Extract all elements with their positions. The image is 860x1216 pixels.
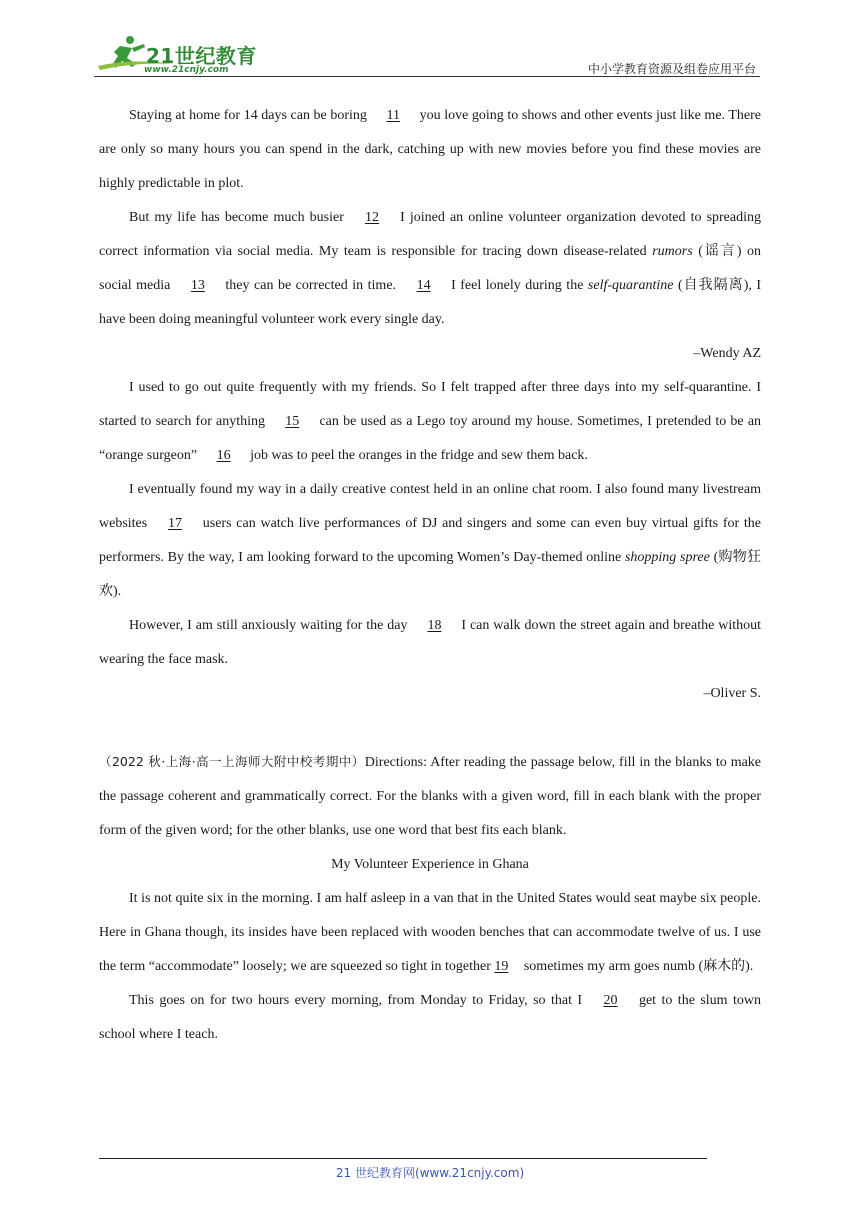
text: I joined an online volunteer organization devoted to spreading correct information via social media. My team is responsible for tracing down disease-related xyxy=(99,210,761,259)
blank-11: 11 xyxy=(386,108,401,123)
paragraph xyxy=(99,201,761,337)
blank-15: 15 xyxy=(285,414,300,429)
paragraph xyxy=(99,882,761,984)
text: I feel lonely during the xyxy=(451,278,584,293)
text: they can be corrected in time. xyxy=(225,278,397,293)
logo-url: www.21cnjy.com xyxy=(144,65,229,75)
blank-14: 14 xyxy=(416,278,431,293)
text: Directions: After reading the passage below, fill in the blanks to make the passage coherent and grammatically correct. For the blanks with a given word, fill in each blank with the proper form of the given word; for the other blanks, use one word that best fits each blank. xyxy=(99,755,762,838)
blank-12: 12 xyxy=(365,210,379,225)
passage-title: My Volunteer Experience in Ghana xyxy=(331,857,529,872)
text: you love going to shows and other events just like me. There are only so many hours you can spend in the dark, catching up with new movies before you find these movies are highly predictable in plot. xyxy=(99,108,762,191)
site-logo[interactable] xyxy=(94,34,264,80)
text: sometimes my arm goes numb (麻木的). xyxy=(523,959,754,974)
blank-18: 18 xyxy=(427,618,442,633)
text: I eventually found my way in a daily creative contest held in an online chat room. I also found many livestream websites xyxy=(99,482,761,531)
blank-17: 17 xyxy=(167,516,182,531)
logo-text: 21世纪教育 xyxy=(146,44,257,68)
italic-term: shopping spree xyxy=(624,550,710,565)
blank-16: 16 xyxy=(216,448,231,463)
blank-19: 19 xyxy=(494,959,509,974)
footer-link[interactable]: 21 世纪教育网(www.21cnjy.com) xyxy=(335,1166,525,1180)
paragraph xyxy=(99,473,761,609)
signature: –Oliver S. xyxy=(703,686,761,701)
text: It is not quite six in the morning. I am half asleep in a van that in the United States would seat maybe six people. Here in Ghana though, its insides have been replaced with wooden benches that can accommodate twelve of us. I use the term “accommodate” loosely; we are squeezed so tight in together xyxy=(99,891,761,974)
paragraph xyxy=(99,99,761,201)
text: But my life has become much busier xyxy=(129,210,344,225)
text: can be used as a Lego toy around my house. Sometimes, I pretended to be an “orange surgeon” xyxy=(99,414,762,463)
text: (谣言) on social media xyxy=(99,244,762,293)
header-platform-name: 中小学教育资源及组卷应用平台 xyxy=(587,62,756,76)
text: However, I am still anxiously waiting for the day xyxy=(129,618,408,633)
text: (购物狂欢). xyxy=(99,550,761,599)
page-header xyxy=(0,0,860,80)
text: I can walk down the street again and breathe without wearing the face mask. xyxy=(99,618,762,667)
header-divider xyxy=(94,76,760,77)
italic-term: self-quarantine xyxy=(587,278,674,293)
spacer xyxy=(99,711,761,745)
text: This goes on for two hours every morning, from Monday to Friday, so that I xyxy=(129,993,583,1008)
paragraph xyxy=(99,371,761,473)
footer-divider xyxy=(99,1158,707,1159)
blank-13: 13 xyxy=(190,278,205,293)
text: I used to go out quite frequently with my friends. So I felt trapped after three days into my self-quarantine. I started to search for anything xyxy=(99,380,761,429)
text: (自我隔离), I have been doing meaningful volunteer work every single day. xyxy=(99,278,762,327)
text: users can watch live performances of DJ and singers and some can even buy virtual gifts for the performers. By the way, I am looking forward to the upcoming Women’s Day-themed online xyxy=(99,516,762,565)
italic-term: rumors xyxy=(652,244,693,259)
blank-20: 20 xyxy=(603,993,618,1008)
text: job was to peel the oranges in the fridge and sew them back. xyxy=(250,448,588,463)
signature: –Wendy AZ xyxy=(693,346,761,361)
paragraph xyxy=(99,609,761,677)
text: Staying at home for 14 days can be boring xyxy=(129,108,367,123)
document-body xyxy=(99,99,761,1052)
directions xyxy=(99,745,761,848)
text: get to the slum town school where I teach. xyxy=(99,993,762,1042)
question-source: （2022 秋·上海·高一上海师大附中校考期中） xyxy=(99,754,365,769)
paragraph xyxy=(99,984,761,1052)
